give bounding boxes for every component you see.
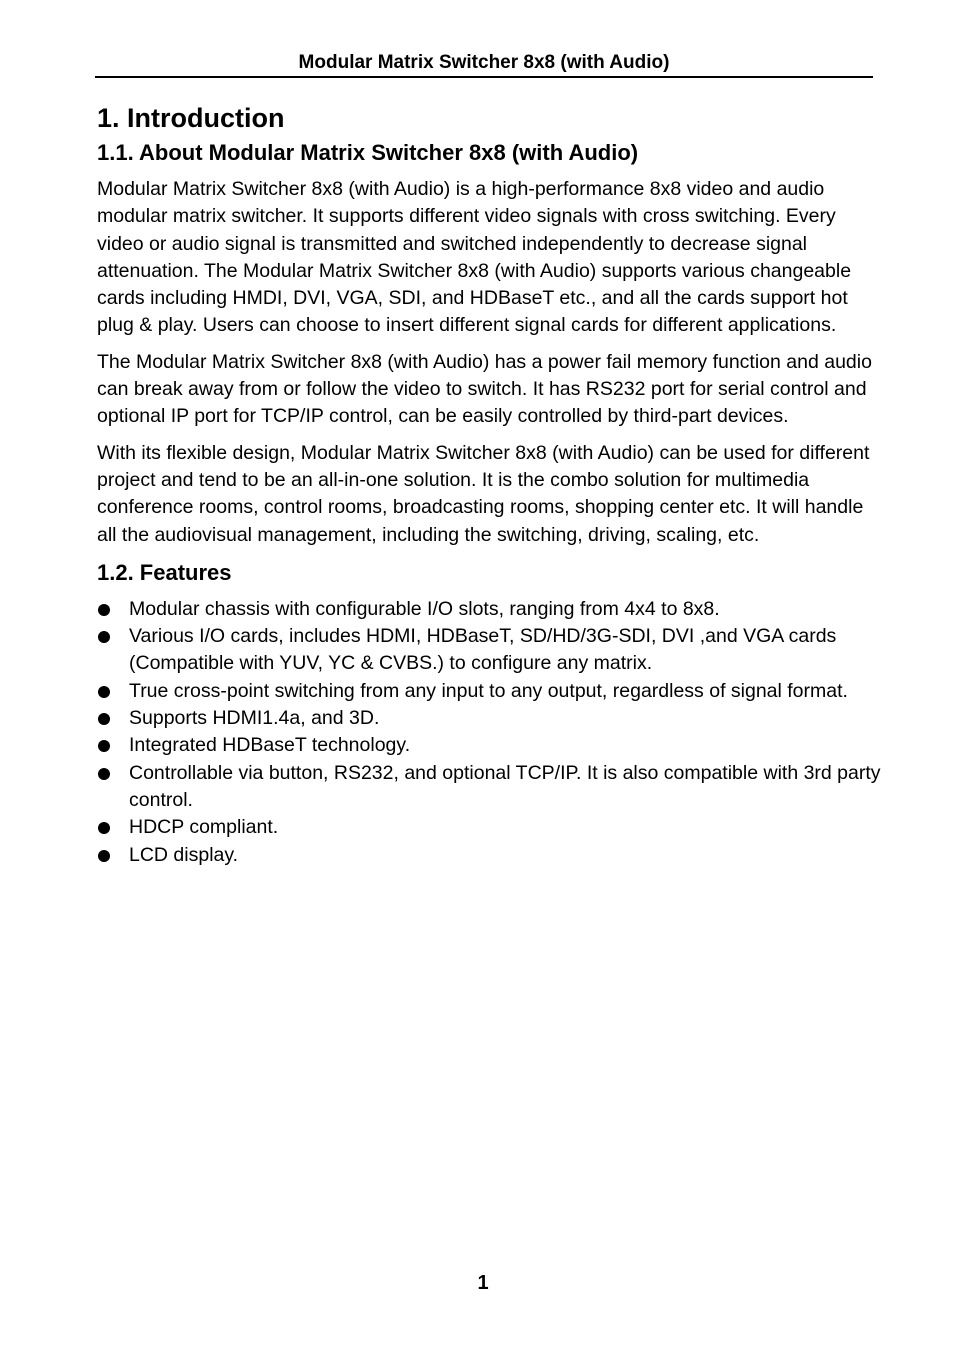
feature-item — [97, 678, 887, 705]
page-header-title: Modular Matrix Switcher 8x8 (with Audio) — [298, 52, 670, 73]
feature-text: True cross-point switching from any input to any output, regardless of signal format. — [129, 679, 848, 702]
feature-item — [97, 596, 887, 623]
features-list — [97, 596, 887, 869]
subsection-heading-features: 1.2. Features — [97, 559, 232, 585]
feature-text: Various I/O cards, includes HDMI, HDBaseT, SD/HD/3G-SDI, DVI ,and VGA cards (Compatible with YUV, YC & CVBS.) to configure any matrix. — [129, 625, 837, 675]
about-paragraph: With its flexible design, Modular Matrix Switcher 8x8 (with Audio) can be used for different project and tend to be an all-in-one solution. It is the combo solution for multimedia conference rooms, control rooms, broadcasting rooms, shopping center etc. It will handle all the audiovisual management, including the switching, driving, scaling, etc. — [97, 441, 870, 546]
feature-text: Integrated HDBaseT technology. — [129, 734, 411, 757]
bullet-icon — [98, 850, 110, 862]
feature-text: Controllable via button, RS232, and optional TCP/IP. It is also compatible with 3rd party control. — [129, 761, 881, 811]
feature-item — [97, 814, 887, 841]
bullet-icon — [98, 686, 110, 698]
header-divider — [95, 76, 873, 78]
bullet-icon — [98, 768, 110, 780]
subsection-heading-about: 1.1. About Modular Matrix Switcher 8x8 (with Audio) — [97, 140, 639, 165]
document-body — [97, 100, 887, 869]
feature-item — [97, 842, 887, 869]
feature-text: LCD display. — [129, 843, 239, 866]
about-paragraph: Modular Matrix Switcher 8x8 (with Audio) is a high-performance 8x8 video and audio modular matrix switcher. It supports different video signals with cross switching. Every video or audio signal is transmitted and switched independently to decrease signal attenuation. The Modular Matrix Switcher 8x8 (with Audio) supports various changeable cards including HMDI, DVI, VGA, SDI, and HDBaseT etc., and all the cards support hot plug & play. Users can choose to insert different signal cards for different applications. — [97, 178, 852, 337]
bullet-icon — [98, 713, 110, 725]
feature-item — [97, 623, 887, 678]
feature-text: Supports HDMI1.4a, and 3D. — [129, 707, 380, 730]
feature-item — [97, 760, 887, 815]
about-paragraph: The Modular Matrix Switcher 8x8 (with Audio) has a power fail memory function and audio can break away from or follow the video to switch. It has RS232 port for serial control and optional IP port for TCP/IP control, can be easily controlled by third-part devices. — [97, 350, 872, 428]
feature-item — [97, 732, 887, 759]
bullet-icon — [98, 604, 110, 616]
feature-text: HDCP compliant. — [129, 816, 279, 839]
bullet-icon — [98, 822, 110, 834]
feature-text: Modular chassis with configurable I/O slots, ranging from 4x4 to 8x8. — [129, 597, 720, 620]
page-number: 1 — [477, 1272, 489, 1294]
bullet-icon — [98, 740, 110, 752]
section-heading-introduction: 1. Introduction — [97, 103, 285, 133]
bullet-icon — [98, 631, 110, 643]
feature-item — [97, 705, 887, 732]
